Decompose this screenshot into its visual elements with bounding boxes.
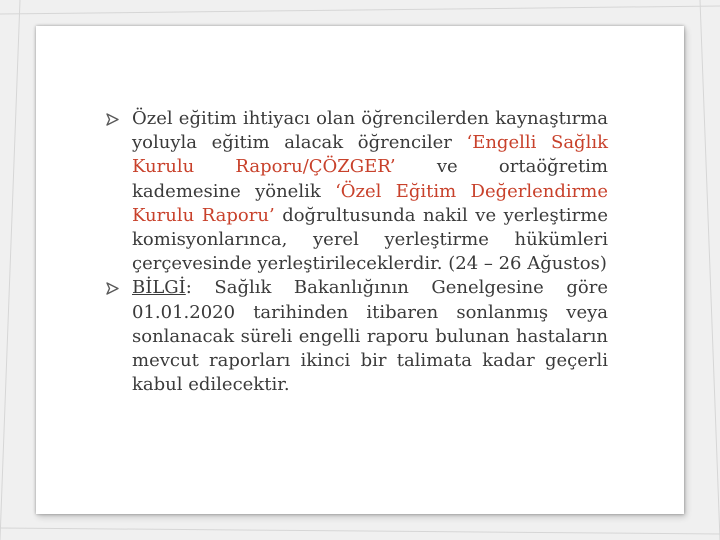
info-label: BİLGİ: [132, 277, 186, 299]
report-name-highlight: ‘Engelli Sağlık Kurulu Raporu/ÇÖZGER’: [132, 132, 608, 178]
bullet-item-placement: [106, 107, 608, 276]
bullet-text-middle: ve ortaöğretim kademesine yönelik: [132, 156, 608, 202]
arrow-bullet-icon: [106, 107, 124, 131]
bullet-text-outro: doğrultusunda nakil ve yerleştirme komisyonlarınca, yerel yerleştirme hükümleri çerçevesinde yerleştirileceklerdir. (24 – 26 Ağustos): [132, 204, 609, 275]
slide-content: [106, 107, 608, 397]
arrow-bullet-icon: [106, 276, 124, 300]
bullet-item-info: [106, 276, 608, 397]
info-text: : Sağlık Bakanlığının Genelgesine göre 01.01.2020 tarihinden itibaren sonlanmış veya sonlanacak süreli engelli raporu bulunan hastaların mevcut raporları ikinci bir talimata kadar geçerli kabul edilecektir.: [132, 277, 608, 396]
bullet-text-intro: Özel eğitim ihtiyacı olan öğrencilerden kaynaştırma yoluyla eğitim alacak öğrenciler: [132, 108, 608, 154]
evaluation-report-highlight: ‘Özel Eğitim Değerlendirme Kurulu Raporu’: [132, 180, 608, 226]
